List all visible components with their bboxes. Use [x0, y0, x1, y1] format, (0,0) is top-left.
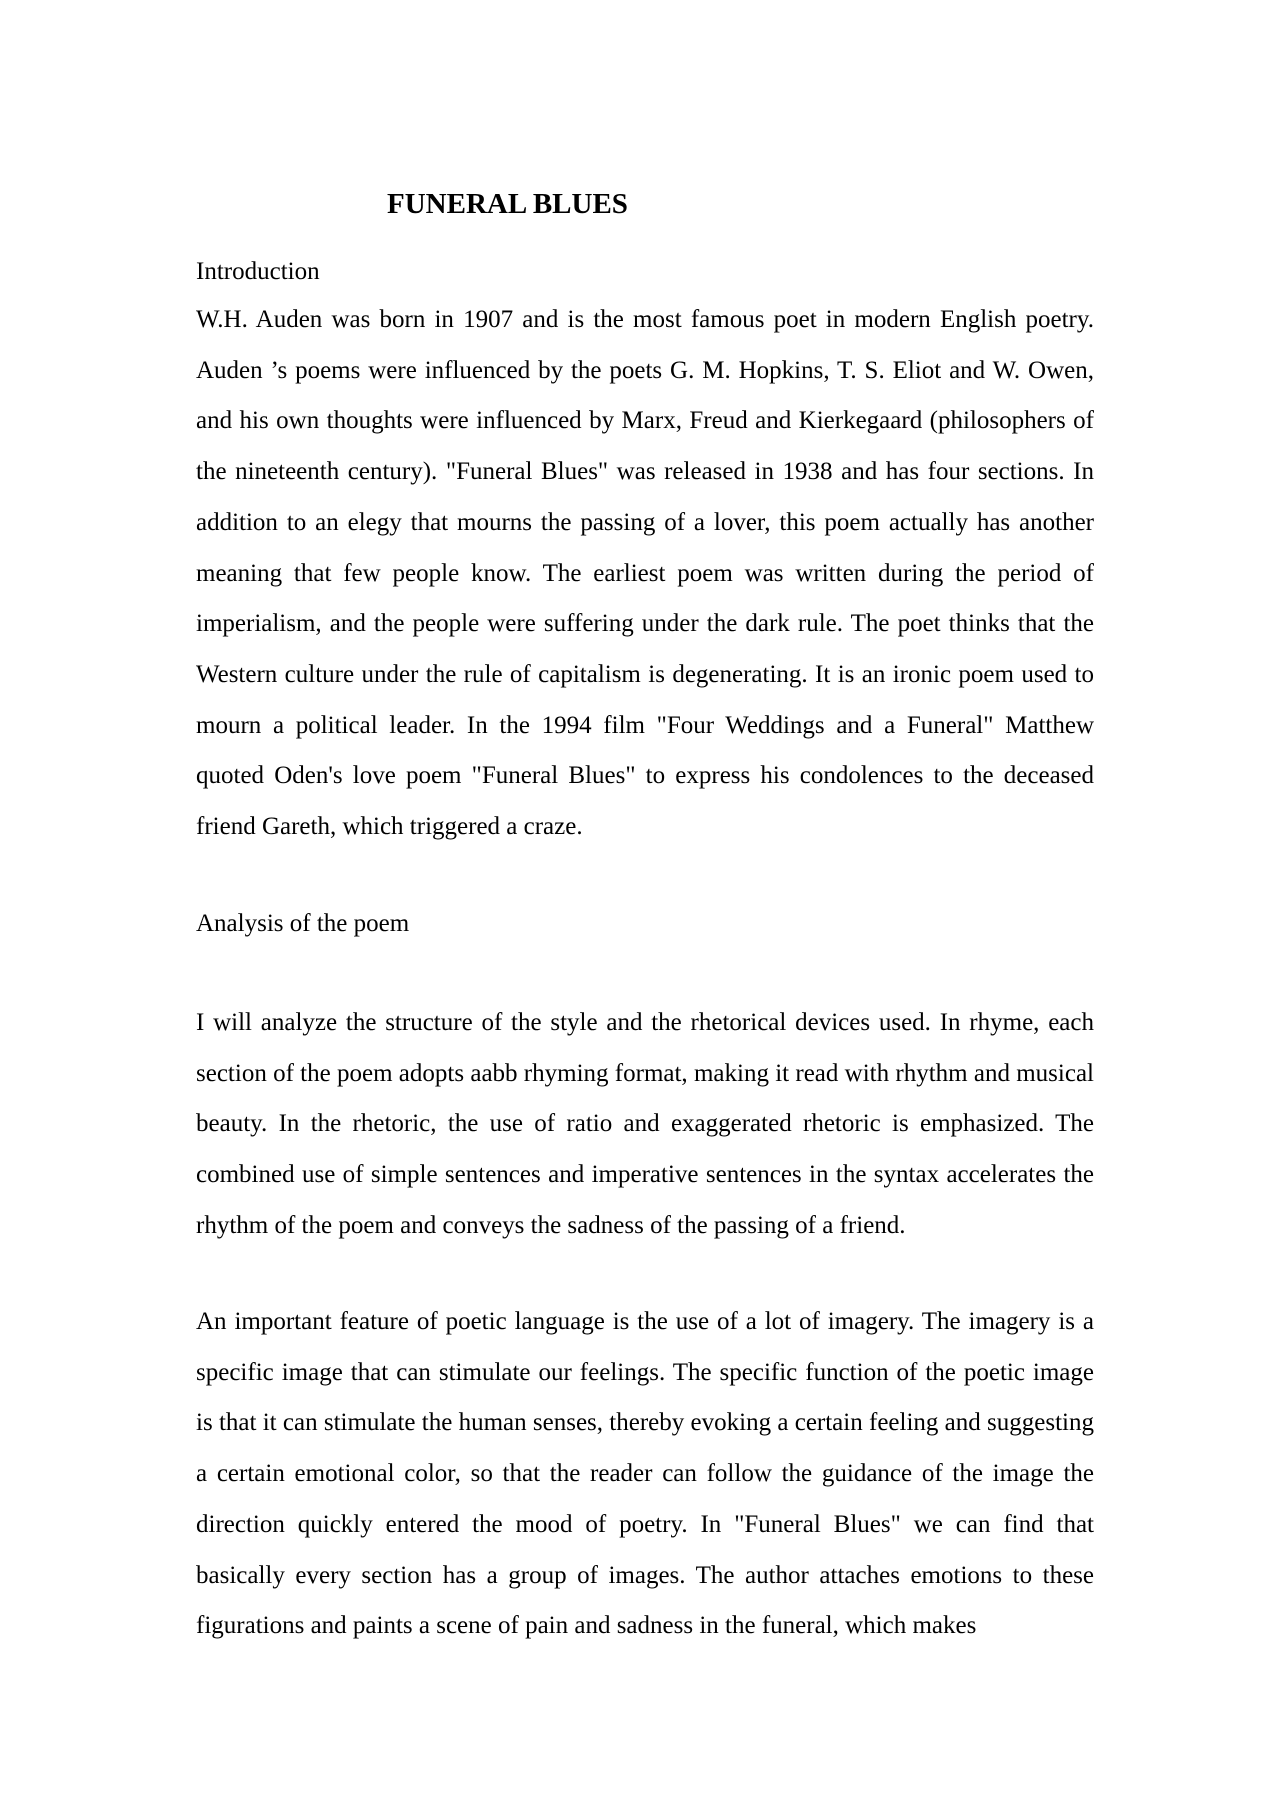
intro-heading: Introduction [196, 258, 320, 285]
analysis-heading: Analysis of the poem [196, 910, 410, 937]
analysis-paragraph-1: I will analyze the structure of the style and the rhetorical devices used. In rhyme, each section of the poem adopts aabb rhyming format, making it read with rhythm and musical beauty. In the rhetoric, the use of ratio and exaggerated rhetoric is emphasized. The combined use of simple sentences and imperative sentences in the syntax accelerates the rhythm of the poem and conveys the sadness of the passing of a friend. [196, 1009, 1094, 1239]
document-title: FUNERAL BLUES [387, 188, 628, 220]
intro-paragraph: W.H. Auden was born in 1907 and is the most famous poet in modern English poetry. Auden ’s poems were influenced by the poets G. M. Hopkins, T. S. Eliot and W. Owen, and his own thoughts were influenced by Marx, Freud and Kierkegaard (philosophers of the nineteenth century). "Funeral Blues" was released in 1938 and has four sections. In addition to an elegy that mourns the passing of a lover, this poem actually has another meaning that few people know. The earliest poem was written during the period of imperialism, and the people were suffering under the dark rule. The poet thinks that the Western culture under the rule of capitalism is degenerating. It is an ironic poem used to mourn a political leader. In the 1994 film "Four Weddings and a Funeral" Matthew quoted Oden's love poem "Funeral Blues" to express his condolences to the deceased friend Gareth, which triggered a craze. [196, 306, 1094, 841]
analysis-paragraph-2: An important feature of poetic language is the use of a lot of imagery. The imagery is a specific image that can stimulate our feelings. The specific function of the poetic image is that it can stimulate the human senses, thereby evoking a certain feeling and suggesting a certain emotional color, so that the reader can follow the guidance of the image the direction quickly entered the mood of poetry. In "Funeral Blues" we can find that basically every section has a group of images. The author attaches emotions to these figurations and paints a scene of pain and sadness in the funeral, which makes [196, 1308, 1094, 1640]
